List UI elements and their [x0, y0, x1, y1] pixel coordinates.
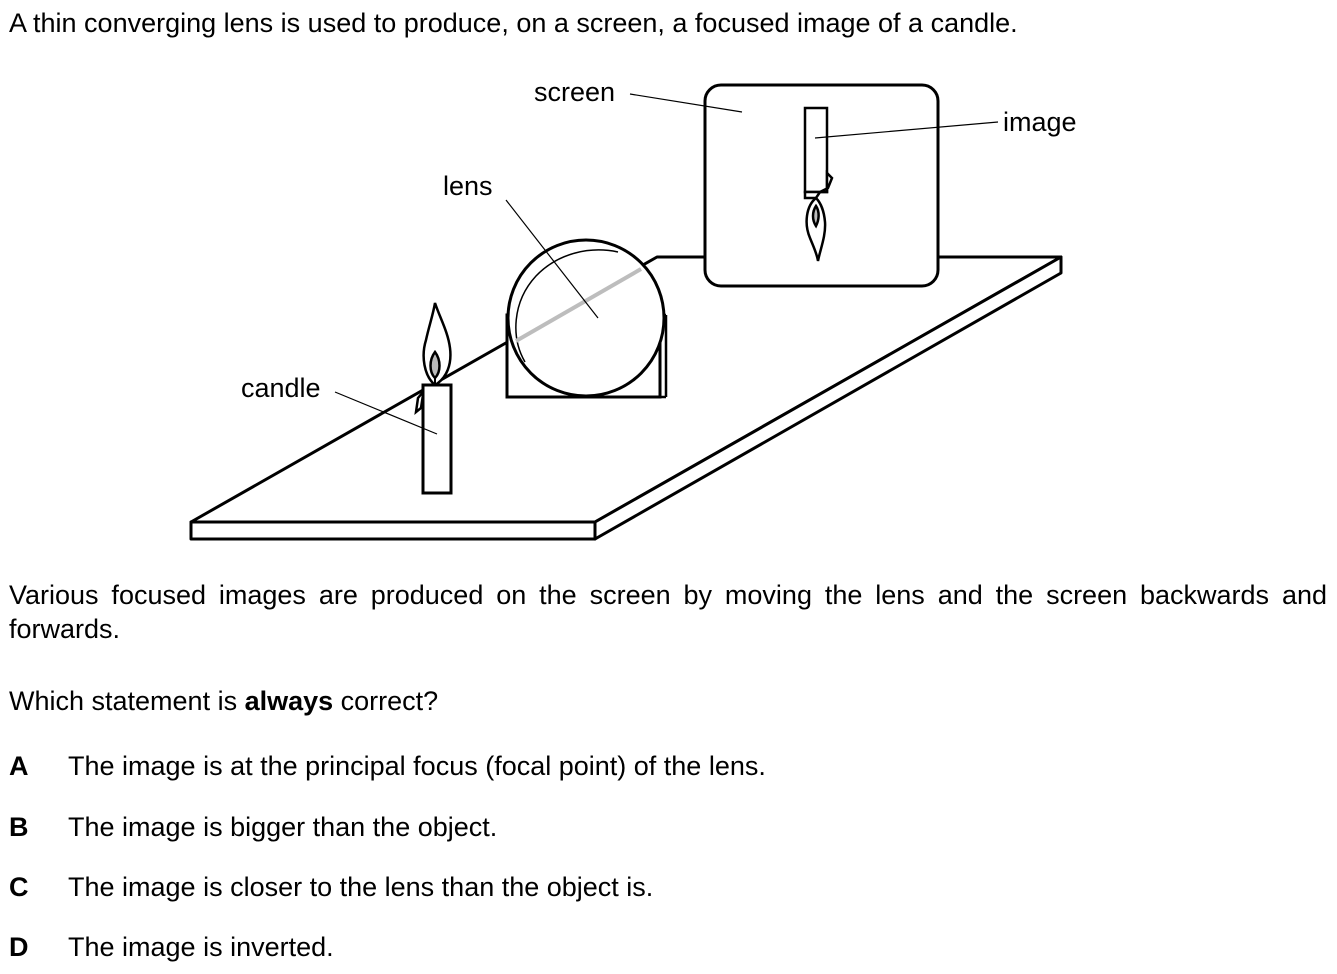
option-text: The image is closer to the lens than the object is. — [68, 872, 654, 902]
lens-label: lens — [443, 171, 493, 201]
question-prefix: Which statement is — [9, 686, 245, 716]
intro-text: A thin converging lens is used to produce, on a screen, a focused image of a candle. — [9, 8, 1018, 38]
question-emphasis: always — [244, 686, 334, 716]
setup-paragraph: Various focused images are produced on the screen by moving the lens and the screen backwards and forwards. — [9, 580, 1327, 644]
image-label: image — [1003, 107, 1077, 137]
option-c[interactable] — [9, 870, 653, 904]
lens — [508, 240, 664, 396]
screen-panel — [705, 85, 938, 286]
option-text: The image is inverted. — [68, 932, 334, 962]
lens-assembly — [507, 240, 666, 397]
screen-label: screen — [534, 77, 616, 107]
option-text: The image is bigger than the object. — [68, 812, 498, 842]
option-letter: D — [9, 932, 29, 962]
option-letter: A — [9, 751, 29, 781]
option-letter: B — [9, 812, 29, 842]
candle-label: candle — [241, 373, 321, 403]
question-suffix: correct? — [333, 686, 439, 716]
option-b[interactable] — [9, 810, 497, 844]
option-a[interactable] — [9, 749, 766, 783]
option-text: The image is at the principal focus (focal point) of the lens. — [68, 751, 766, 781]
option-d[interactable] — [9, 930, 334, 964]
option-letter: C — [9, 872, 29, 902]
question-text — [9, 684, 438, 718]
